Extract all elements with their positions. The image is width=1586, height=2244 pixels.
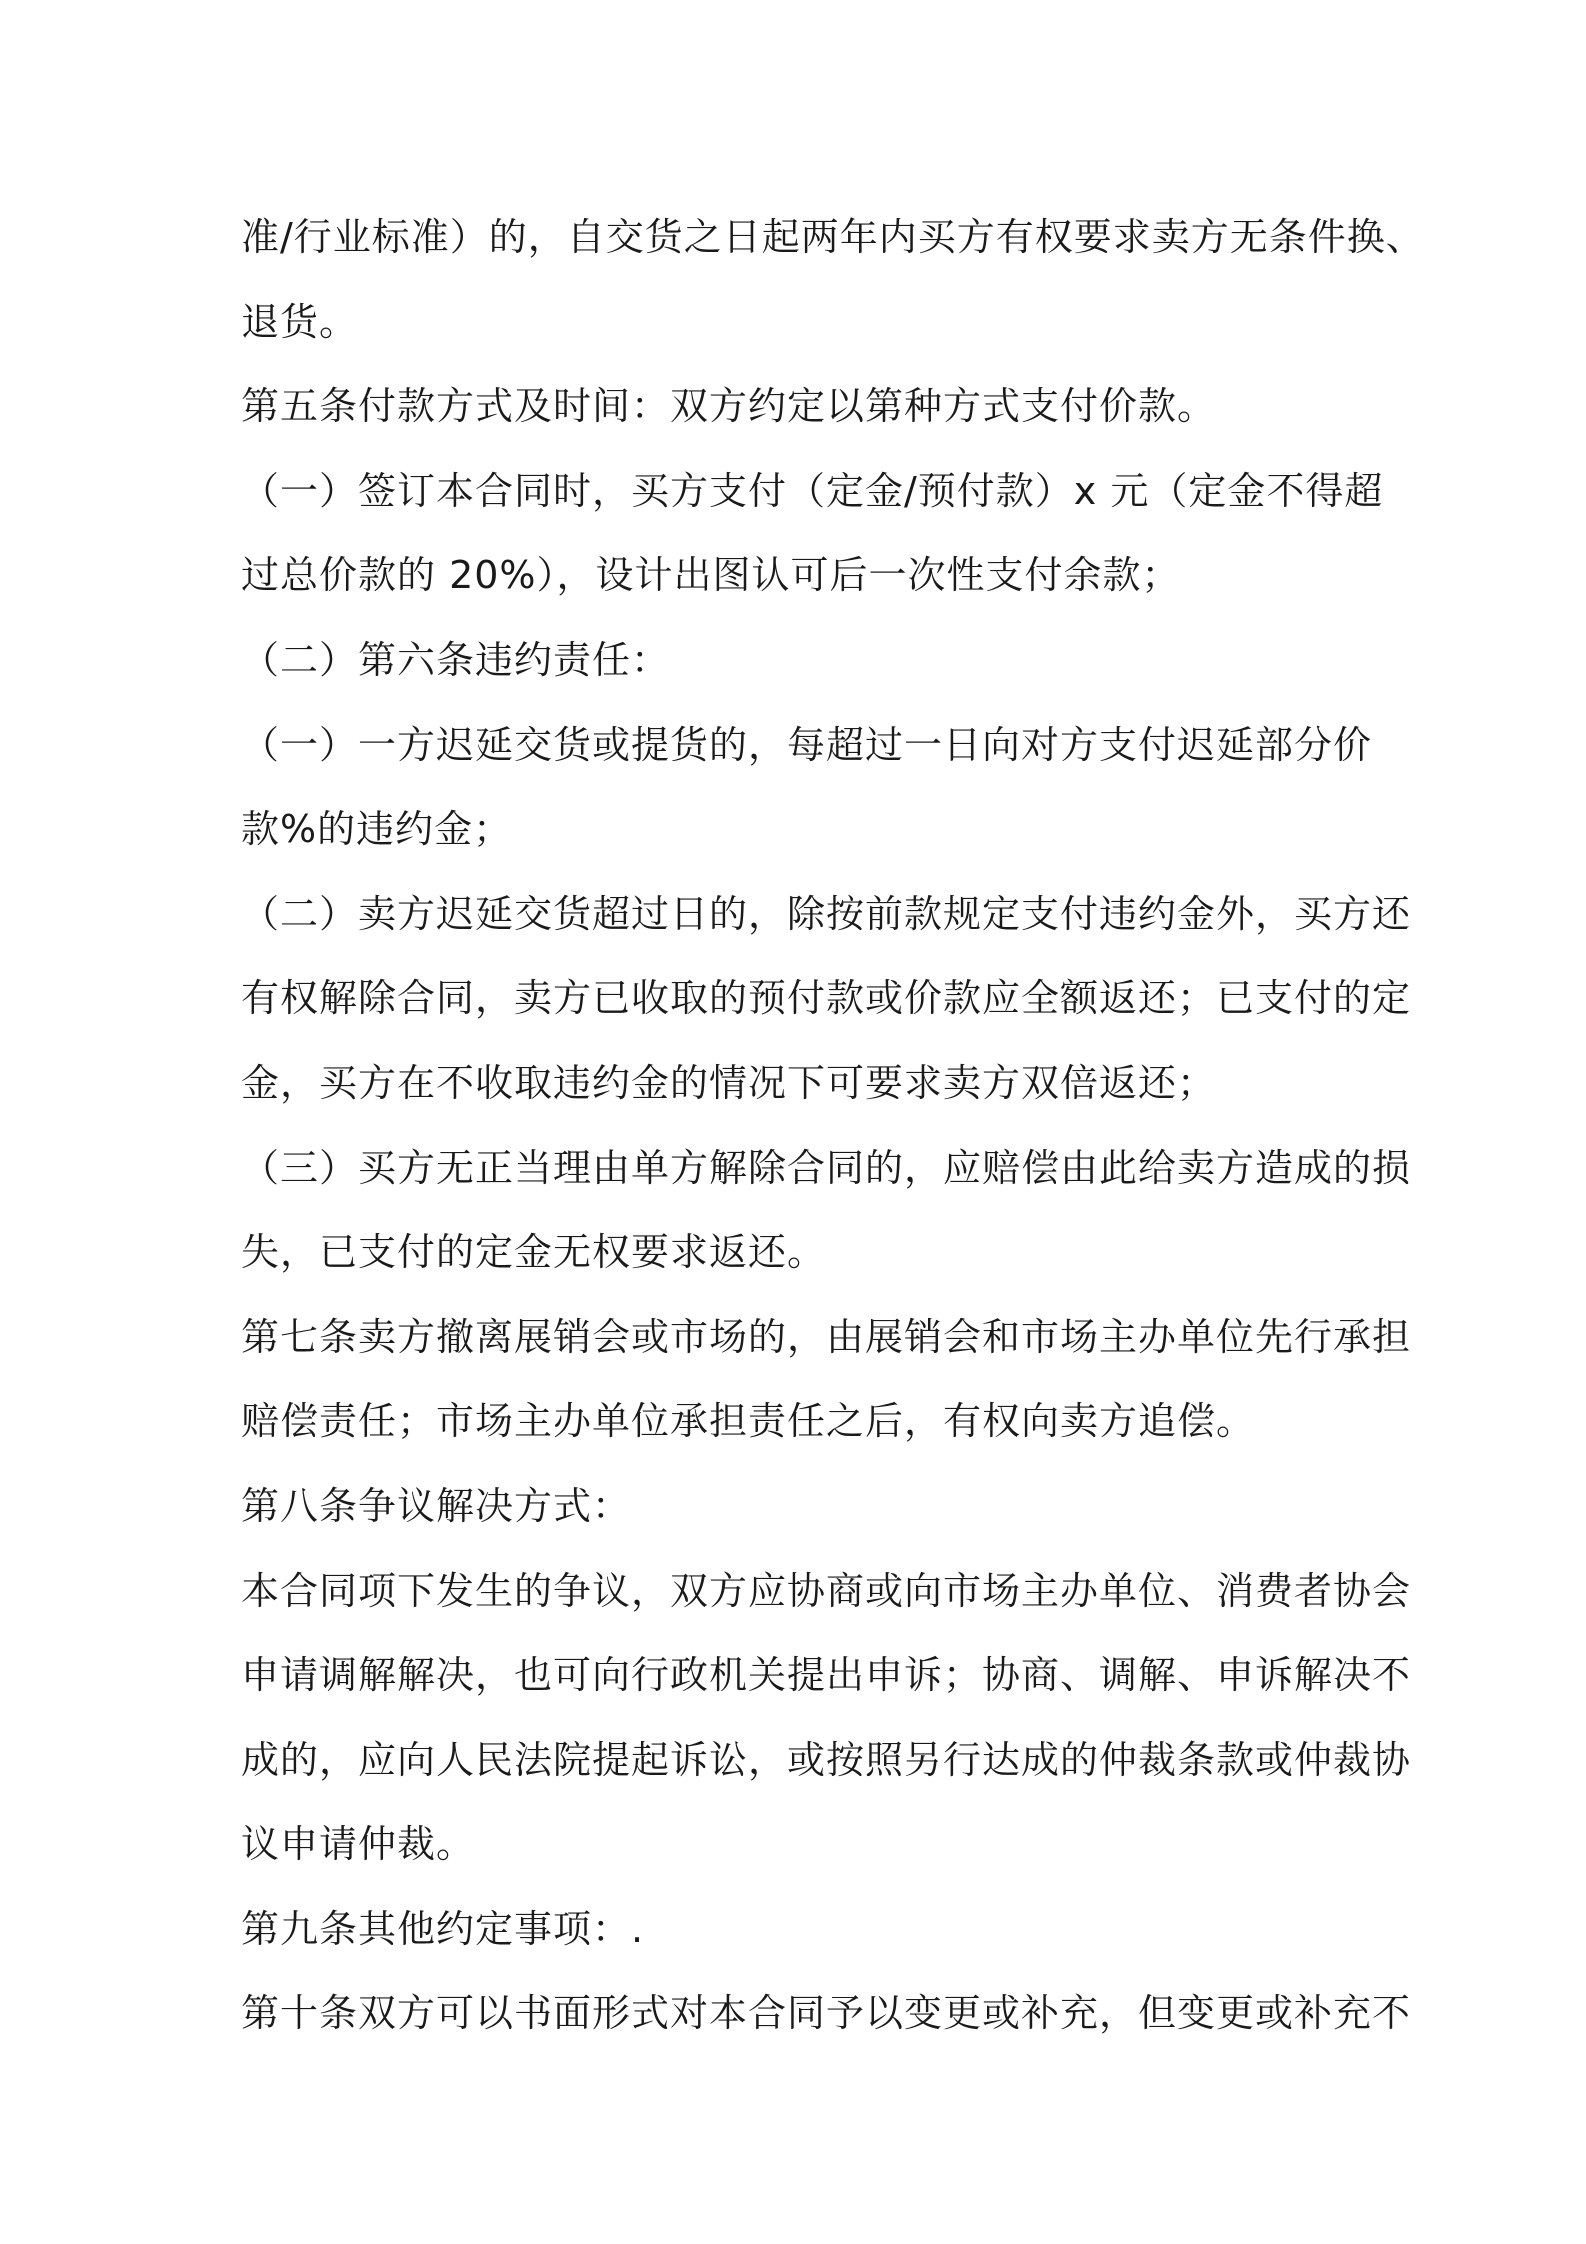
- text-line: 失，已支付的定金无权要求返还。: [241, 1230, 827, 1275]
- text-line: 准/行业标准）的，自交货之日起两年内买方有权要求卖方无条件换、: [241, 215, 1425, 259]
- text-line: 退货。: [241, 299, 359, 344]
- text-line: 金，买方在不收取违约金的情况下可要求卖方双倍返还；: [241, 1060, 1217, 1105]
- text-line: 议申请仲裁。: [241, 1822, 476, 1867]
- text-line: （一）签订本合同时，买方支付（定金/预付款）x 元（定金不得超: [241, 468, 1384, 513]
- text-line: （二）卖方迟延交货超过日的，除按前款规定支付违约金外，买方还: [241, 891, 1412, 936]
- text-line: （三）买方无正当理由单方解除合同的，应赔偿由此给卖方造成的损: [241, 1145, 1412, 1190]
- text-line: 过总价款的 20%），设计出图认可后一次性支付余款；: [241, 553, 1181, 598]
- text-line: 款%的违约金；: [241, 807, 513, 852]
- document-body: [241, 195, 1425, 2056]
- text-line: 第九条其他约定事项：.: [241, 1906, 645, 1951]
- text-line: 第八条争议解决方式：: [241, 1483, 632, 1528]
- text-line: （二）第六条违约责任：: [241, 637, 671, 682]
- text-line: 本合同项下发生的争议，双方应协商或向市场主办单位、消费者协会: [241, 1568, 1412, 1613]
- text-line: 赔偿责任；市场主办单位承担责任之后，有权向卖方追偿。: [241, 1399, 1256, 1444]
- text-line: 有权解除合同，卖方已收取的预付款或价款应全额返还；已支付的定: [241, 976, 1412, 1021]
- text-line: 申请调解解决，也可向行政机关提出申诉；协商、调解、申诉解决不: [241, 1653, 1412, 1698]
- text-line: 成的，应向人民法院提起诉讼，或按照另行达成的仲裁条款或仲裁协: [241, 1737, 1412, 1782]
- text-line: 第十条双方可以书面形式对本合同予以变更或补充，但变更或补充不: [241, 1991, 1412, 2036]
- text-line: 第七条卖方撤离展销会或市场的，由展销会和市场主办单位先行承担: [241, 1314, 1412, 1359]
- text-line: （一）一方迟延交货或提货的，每超过一日向对方支付迟延部分价: [241, 722, 1373, 767]
- text-line: 第五条付款方式及时间：双方约定以第种方式支付价款。: [241, 384, 1217, 429]
